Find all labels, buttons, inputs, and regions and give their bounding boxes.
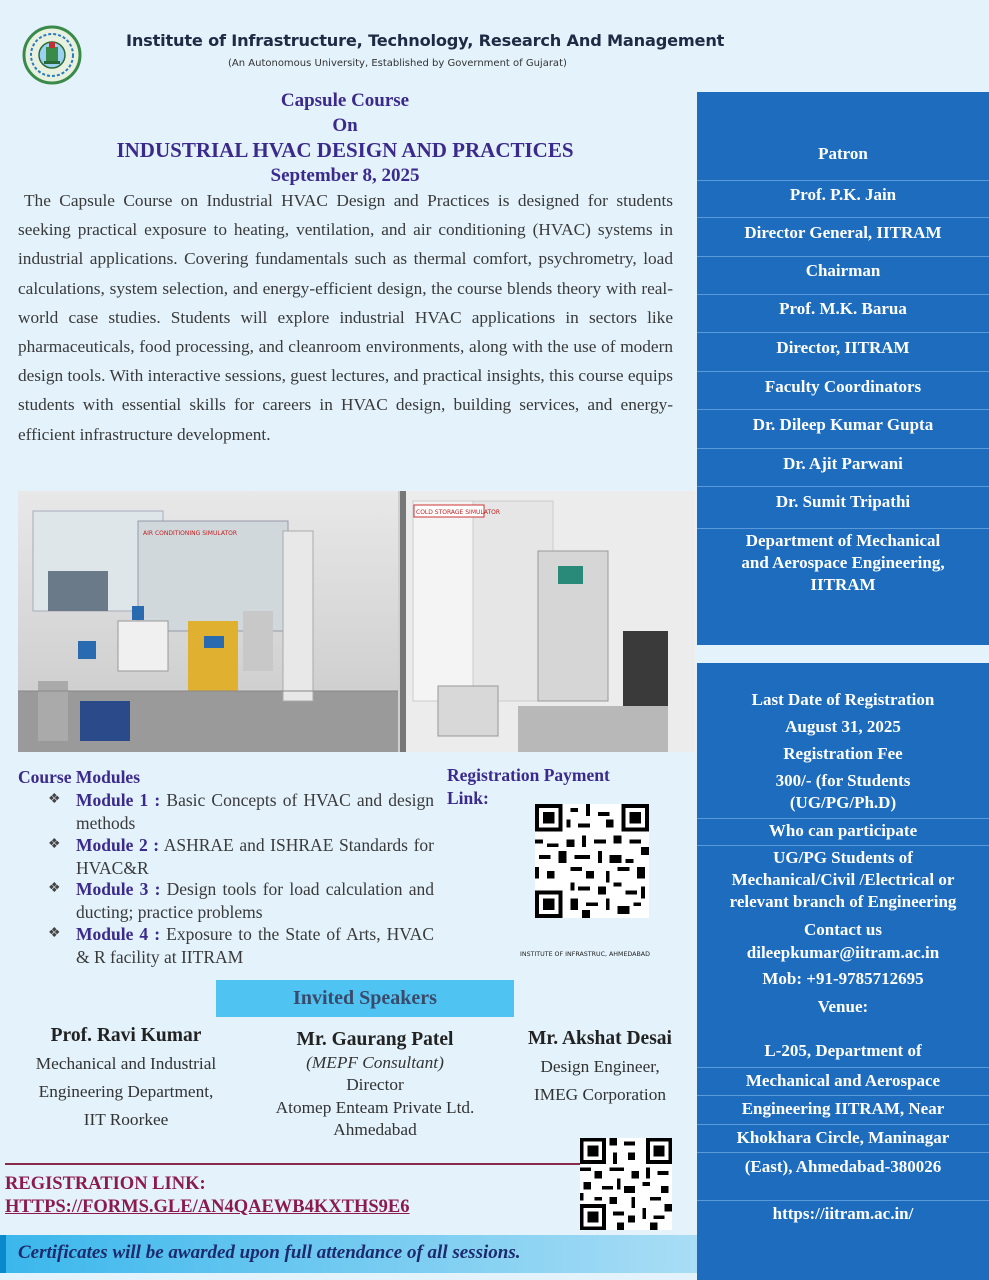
module-item-1 [48,789,434,834]
certificate-banner [0,1235,697,1273]
lab-photo-illustration [18,491,695,752]
speaker-2-role: (MEPF Consultant) [306,1052,444,1072]
fee-label: Registration Fee [783,744,903,763]
title-line-1: Capsule Course [280,90,410,111]
payment-qr-caption: INSTITUTE OF INFRASTRUC, AHMEDABAD [520,951,650,958]
lab-photo [18,491,695,752]
divider [697,1152,989,1153]
course-date: September 8, 2025 [270,165,420,186]
coordinators-label: Faculty Coordinators [764,377,922,396]
divider [697,217,989,218]
patron-label: Patron [818,144,868,163]
institute-name: Institute of Infrastructure, Technology, Research And Management [126,31,725,50]
photo-sign-left: AIR CONDITIONING SIMULATOR [143,530,238,537]
divider [697,256,989,257]
registration-link-label: REGISTRATION LINK: [5,1174,206,1194]
divider [697,448,989,449]
contact-label: Contact us [804,920,882,939]
payment-title: Registration Payment Link: [447,765,610,808]
speaker-1-line-2: Engineering Department, [38,1082,214,1101]
speaker-2-name: Mr. Gaurang Patel [296,1029,454,1050]
divider [697,371,989,372]
divider [697,1200,989,1201]
diamond-bullet-icon: ❖ [48,881,61,896]
last-date-label: Last Date of Registration [751,690,935,709]
contact-mobile: Mob: +91-9785712695 [762,969,924,988]
divider [697,332,989,333]
speaker-2-line-2: Atomep Enteam Private Ltd. [275,1097,475,1117]
chairman-title: Director, IITRAM [776,338,910,357]
divider [697,845,989,846]
module-text: ASHRAE and ISHRAE Standards for HVAC&R [76,835,434,878]
venue-line-5: (East), Ahmedabad-380026 [744,1157,942,1176]
title-line-2: On [332,115,358,136]
department-line-2: and Aerospace Engineering, [741,553,945,572]
last-date: August 31, 2025 [785,717,901,736]
participate-line-3: relevant branch of Engineering [729,892,957,911]
venue-line-4: Khokhara Circle, Maninagar [736,1128,950,1147]
diamond-bullet-icon: ❖ [48,792,61,807]
diamond-bullet-icon: ❖ [48,926,61,941]
divider [5,1163,582,1165]
speaker-2-line-1: Director [346,1075,404,1094]
venue-line-3: Engineering IITRAM, Near [741,1099,945,1118]
coordinator-3: Dr. Sumit Tripathi [775,492,911,511]
modules-title: Course Modules [18,767,141,787]
chairman-name: Prof. M.K. Barua [779,299,907,318]
invited-speakers-heading: Invited Speakers [216,980,514,1017]
chairman-label: Chairman [805,261,881,280]
participate-line-1: UG/PG Students of [773,848,913,867]
module-text: Exposure to the State of Arts, HVAC & R facility at IITRAM [76,924,434,967]
diamond-bullet-icon: ❖ [48,837,61,852]
module-item-2 [48,834,434,879]
department-line-1: Department of Mechanical [745,531,941,550]
speaker-card-2 [250,1029,500,1142]
module-text: Design tools for load calculation and ducting; practice problems [76,879,434,922]
speaker-2-line-3: Ahmedabad [333,1120,417,1139]
speaker-1-line-1: Mechanical and Industrial [35,1054,217,1073]
photo-sign-right: COLD STORAGE SIMULATOR [416,509,501,516]
divider [697,1124,989,1125]
venue-line-2: Mechanical and Aerospace [745,1071,941,1090]
course-title-block [0,88,690,188]
speaker-3-line-1: Design Engineer, [540,1057,660,1076]
module-item-4 [48,923,434,968]
fee-line-1: 300/- (for Students [775,771,911,790]
website-link[interactable]: https://iitram.ac.in/ [772,1204,914,1223]
fee-line-2: (UG/PG/Ph.D) [789,793,897,812]
divider [697,1067,989,1068]
institute-logo-icon [22,25,82,85]
department-line-3: IITRAM [810,575,876,594]
registration-qr-code-icon[interactable] [580,1138,672,1230]
registration-link[interactable]: HTTPS://FORMS.GLE/AN4QAEWB4KXTHS9E6 [5,1197,410,1217]
institute-subtitle: (An Autonomous University, Established by Government of Gujarat) [228,58,567,69]
speaker-3-line-2: IMEG Corporation [534,1085,666,1104]
contact-email[interactable]: dileepkumar@iitram.ac.in [746,943,940,962]
participate-line-2: Mechanical/Civil /Electrical or [731,870,955,889]
speaker-3-name: Mr. Akshat Desai [528,1028,672,1049]
sidebar-registration-info [697,663,989,1280]
module-label: Module 3 : [76,879,161,899]
divider [697,528,989,529]
venue-line-1: L-205, Department of [764,1041,922,1060]
module-text: Basic Concepts of HVAC and design methods [76,790,434,833]
speaker-card-3 [502,1025,698,1109]
payment-qr-code-icon[interactable] [535,804,649,918]
divider [697,1095,989,1096]
certificate-note: Certificates will be awarded upon full attendance of all sessions. [18,1242,521,1263]
speaker-card-1 [10,1022,242,1134]
speaker-1-line-3: IIT Roorkee [83,1110,169,1129]
header [0,0,989,92]
module-item-3 [48,878,434,923]
divider [697,294,989,295]
patron-name: Prof. P.K. Jain [789,185,897,204]
participate-label: Who can participate [768,821,918,840]
divider [697,409,989,410]
divider [697,486,989,487]
course-title: INDUSTRIAL HVAC DESIGN AND PRACTICES [116,138,574,162]
module-label: Module 2 : [76,835,160,855]
coordinator-2: Dr. Ajit Parwani [783,454,903,473]
course-description: The Capsule Course on Industrial HVAC Design and Practices is designed for students seeking practical exposure to heating, ventilation, and air conditioning (HVAC) systems in industrial applications. Covering fundamentals such as thermal comfort, psychrometry, load calculations, system selection, and energy-efficient design, the course blends theory with real-world case studies. Students will explore industrial HVAC applications in sectors like pharmaceuticals, food processing, and cleanroom environments, along with the use of modern design tools. With interactive sessions, guest lectures, and practical insights, this course equips students with essential skills for careers in HVAC design, building services, and energy-efficient infrastructure development. [18,191,673,444]
module-label: Module 4 : [76,924,161,944]
patron-title: Director General, IITRAM [744,223,942,242]
venue-label: Venue: [817,997,869,1016]
module-label: Module 1 : [76,790,161,810]
divider [697,180,989,181]
coordinator-1: Dr. Dileep Kumar Gupta [752,415,934,434]
divider [697,818,989,819]
speaker-1-name: Prof. Ravi Kumar [50,1025,202,1046]
sidebar-committee [697,92,989,645]
